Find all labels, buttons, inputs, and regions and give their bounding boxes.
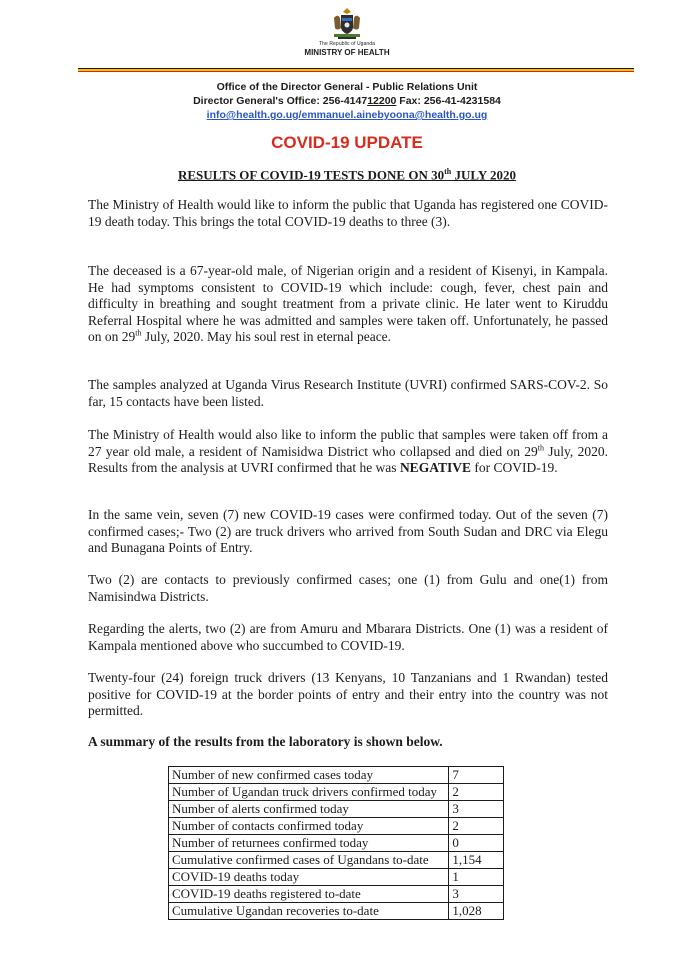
office-contacts (0, 80, 694, 122)
row-label: Cumulative Ugandan recoveries to-date (169, 903, 449, 920)
row-value: 1,154 (449, 852, 504, 869)
phone-prefix: Director General's Office: 256-4147 (193, 95, 368, 107)
results-heading (0, 167, 694, 183)
table-row (169, 852, 504, 869)
coat-of-arms-icon (330, 6, 364, 40)
summary-heading: A summary of the results from the laboratory is shown below. (88, 734, 443, 749)
row-value: 7 (449, 767, 504, 784)
ministry-name: MINISTRY OF HEALTH (304, 48, 390, 57)
table-row (169, 818, 504, 835)
table-row (169, 886, 504, 903)
row-label: Number of alerts confirmed today (169, 801, 449, 818)
p4-sup: th (537, 443, 544, 452)
republic-label: The Republic of Uganda (318, 41, 376, 47)
paragraph-contacts: Two (2) are contacts to previously confirmed cases; one (1) from Gulu and one(1) from Namisindwa Districts. (88, 572, 608, 604)
summary-table-body (169, 767, 504, 920)
results-heading-main: RESULTS OF COVID-19 TESTS DONE ON 30 (178, 167, 445, 183)
row-label: Number of new confirmed cases today (169, 767, 449, 784)
phone-extension: 12200 (367, 95, 397, 107)
row-value: 3 (449, 886, 504, 903)
table-row (169, 869, 504, 886)
paragraph-new-cases: In the same vein, seven (7) new COVID-19 cases were confirmed today. Out of the seven (7) confirmed cases;- Two (2) are truck drivers who arrived from South Sudan and DRC via Elegu and Bunagana Points of Entry. (88, 507, 608, 555)
row-label: Number of Ugandan truck drivers confirmed today (169, 784, 449, 801)
row-label: COVID-19 deaths registered to-date (169, 886, 449, 903)
p4-text-b: July, 2020. Results from the analysis at UVRI confirmed that he was (88, 443, 608, 475)
table-row (169, 903, 504, 920)
office-line: Office of the Director General - Public Relations Unit (216, 81, 478, 93)
row-label: COVID-19 deaths today (169, 869, 449, 886)
table-row (169, 801, 504, 818)
flag-stripe-divider (78, 68, 634, 73)
p4-text-a: The Ministry of Health would also like to inform the public that samples were taken off from a 27 year old male, a resident of Namisidwa District who collapsed and died on 29 (88, 427, 608, 459)
p2-text-a: The deceased is a 67-year-old male, of Nigerian origin and a resident of Kisenyi, in Kampala. He had symptoms consistent to COVID-19 which include: cough, fever, chest pain and difficulty in breathing and sought treatment from a private clinic. He later went to Kiruddu Referral Hospital where he was admitted and samples were taken off. Unfortunately, he passed on on 29 (88, 263, 608, 344)
paragraph-death-announcement: The Ministry of Health would like to inform the public that Uganda has registered one COVID-19 death today. This brings the total COVID-19 deaths to three (3). (88, 197, 608, 229)
summary-table (168, 766, 504, 920)
table-row (169, 767, 504, 784)
row-value: 0 (449, 835, 504, 852)
p4-negative: NEGATIVE (399, 460, 471, 475)
p2-sup: th (135, 328, 142, 338)
row-value: 3 (449, 801, 504, 818)
flag-stripe-red (78, 71, 634, 72)
paragraph-alerts: Regarding the alerts, two (2) are from Amuru and Mbarara Districts. One (1) was a resident of Kampala mentioned above who succumbed to COVID-19. (88, 621, 608, 653)
row-value: 1,028 (449, 903, 504, 920)
p4-text-c: for COVID-19. (470, 460, 558, 475)
row-label: Number of contacts confirmed today (169, 818, 449, 835)
paragraph-deceased-details (88, 263, 608, 346)
letterhead (0, 6, 694, 57)
fax-number: Fax: 256-41-4231584 (396, 95, 501, 107)
p2-text-b: July, 2020. May his soul rest in eternal peace. (141, 329, 392, 344)
paragraph-namisidwa-case (88, 427, 608, 477)
results-heading-sup: th (444, 167, 452, 176)
email-links[interactable]: info@health.go.ug/emmanuel.ainebyoona@health.go.ug (206, 109, 488, 121)
phone-line (0, 94, 694, 108)
table-row (169, 835, 504, 852)
row-value: 2 (449, 784, 504, 801)
results-heading-end: JULY 2020 (451, 167, 516, 183)
document-title: COVID-19 UPDATE (271, 133, 423, 152)
row-label: Cumulative confirmed cases of Ugandans to-date (169, 852, 449, 869)
row-label: Number of returnees confirmed today (169, 835, 449, 852)
row-value: 1 (449, 869, 504, 886)
paragraph-uvri-samples: The samples analyzed at Uganda Virus Research Institute (UVRI) confirmed SARS-COV-2. So far, 15 contacts have been listed. (88, 377, 608, 409)
table-row (169, 784, 504, 801)
paragraph-truck-drivers: Twenty-four (24) foreign truck drivers (13 Kenyans, 10 Tanzanians and 1 Rwandan) tested positive for COVID-19 at the border points of entry and their entry into the country was not permitted. (88, 670, 608, 718)
row-value: 2 (449, 818, 504, 835)
